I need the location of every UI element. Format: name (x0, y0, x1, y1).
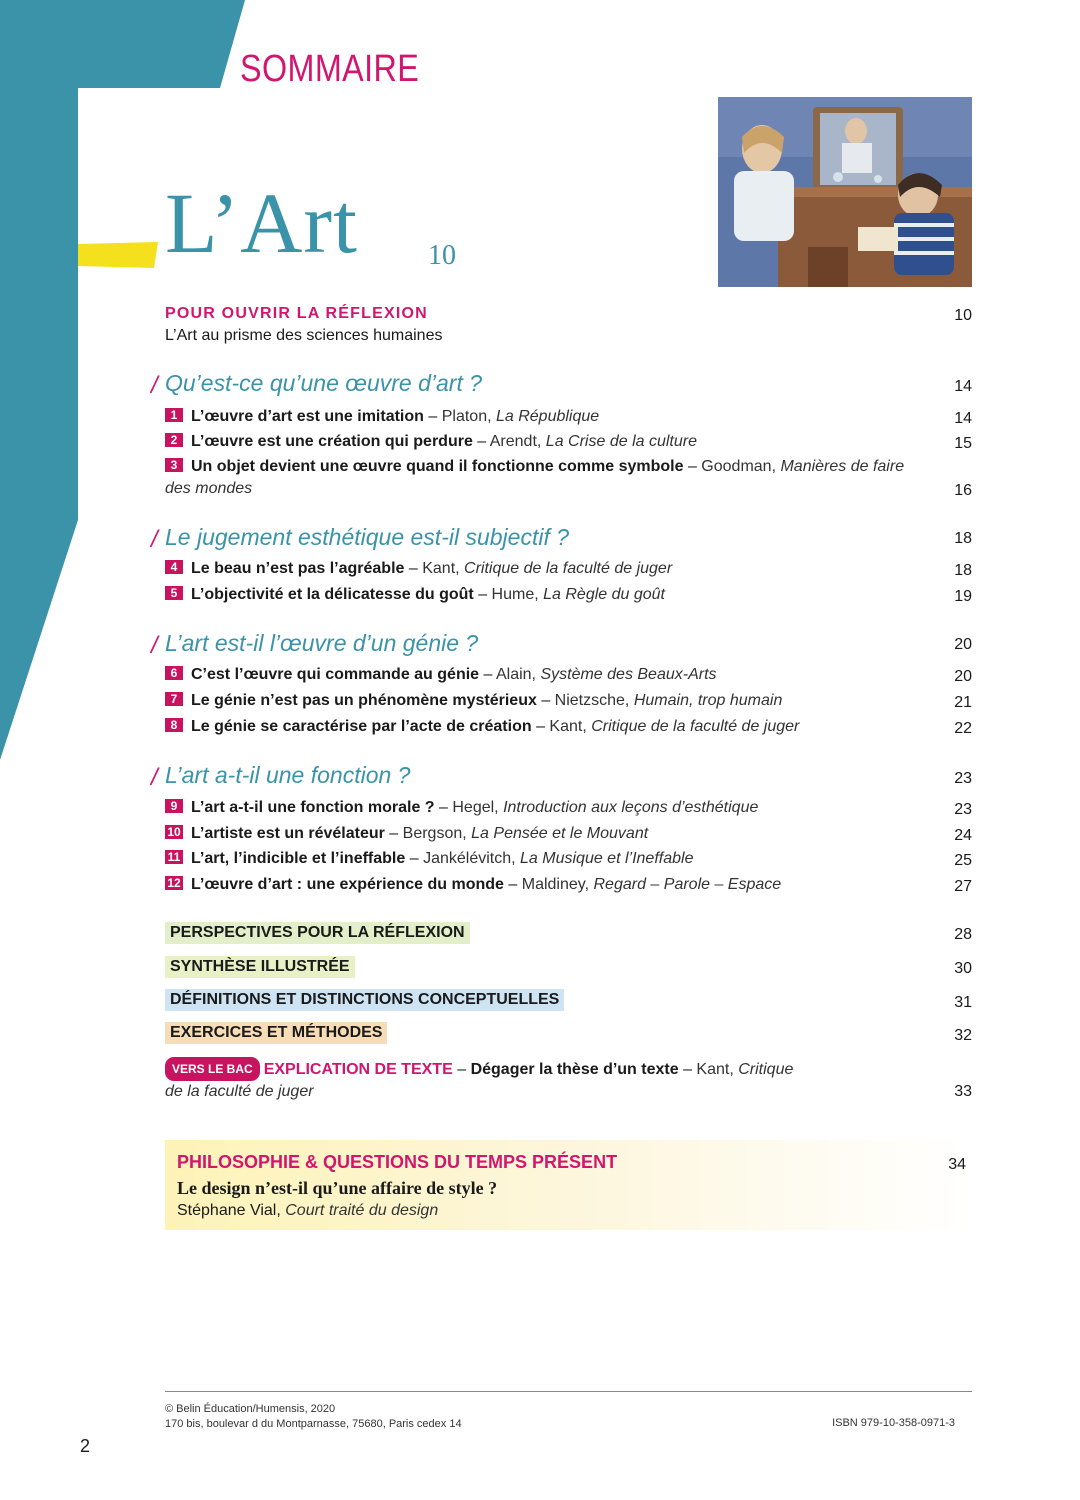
section-page: 23 (954, 770, 972, 787)
extra-label: EXERCICES ET MÉTHODES (165, 1022, 387, 1044)
entry-work: Critique de la faculté de juger (464, 560, 673, 577)
footer-isbn: ISBN 979-10-358-0971-3 (832, 1417, 955, 1429)
entry-number: 8 (165, 718, 183, 732)
entry-work: La République (495, 408, 600, 425)
philo-page: 34 (948, 1156, 966, 1173)
footer-address: 170 bis, boulevar d du Montparnasse, 75680, Paris cedex 14 (165, 1418, 462, 1430)
entry-author: Alain, (495, 666, 536, 683)
philo-work: Court traité du design (285, 1202, 439, 1219)
section-title: Qu’est-ce qu’une œuvre d’art ? (165, 370, 483, 396)
extra-page: 30 (954, 960, 972, 977)
entry-author: Maldiney, (521, 876, 590, 893)
bac-dash: – (457, 1061, 467, 1078)
page-number: 2 (80, 1436, 91, 1456)
entry-work: La Crise de la culture (545, 433, 697, 450)
entry-number: 12 (165, 876, 183, 890)
entry-number: 5 (165, 586, 183, 600)
entry-work: La Règle du goût (543, 586, 665, 603)
philo-box[interactable] (165, 1140, 972, 1230)
philo-label: PHILOSOPHIE & QUESTIONS DU TEMPS PRÉSENT (177, 1152, 618, 1172)
entry-work: Regard – Parole – Espace (593, 876, 782, 893)
entry-page: 24 (954, 827, 972, 844)
slash-icon: / (151, 372, 158, 399)
extra-page: 31 (954, 994, 972, 1011)
extra-synthese[interactable] (165, 956, 972, 978)
entry-author: Goodman, (701, 458, 777, 475)
entry-author: Platon, (441, 408, 492, 425)
entry-page: 23 (954, 801, 972, 818)
toc-entry[interactable]: 5 L’objectivité et la délicatesse du goût – Hume, La Règle du goût 19 (165, 584, 972, 606)
entry-title: Le génie n’est pas un phénomène mystérieux (191, 692, 537, 709)
entry-page: 21 (954, 694, 972, 711)
overture-subtitle: L’Art au prisme des sciences humaines (165, 327, 443, 344)
entry-number: 10 (165, 825, 183, 839)
entry-page: 22 (954, 720, 972, 737)
entry-title: L’œuvre d’art est une imitation (191, 408, 424, 425)
toc-entry[interactable]: 9 L’art a-t-il une fonction morale ? – Hegel, Introduction aux leçons d’esthétique 23 (165, 797, 972, 819)
entry-title: Le génie se caractérise par l’acte de création (191, 718, 532, 735)
entry-title: L’objectivité et la délicatesse du goût (191, 586, 474, 603)
entry-work: La Musique et l’Ineffable (520, 850, 694, 867)
toc-entry[interactable]: 1 L’œuvre d’art est une imitation – Platon, La République 14 (165, 406, 972, 428)
section-1-title-row[interactable] (151, 370, 972, 399)
entry-number: 2 (165, 433, 183, 447)
entry-title: L’art a-t-il une fonction morale ? (191, 799, 435, 816)
entry-author: Nietzsche, (554, 692, 630, 709)
extra-label: DÉFINITIONS ET DISTINCTIONS CONCEPTUELLES (165, 989, 564, 1011)
bac-title: Dégager la thèse d’un texte (470, 1061, 679, 1078)
entry-work: Critique de la faculté de juger (591, 718, 800, 735)
extra-page: 28 (954, 926, 972, 943)
bac-badge: VERS LE BAC (165, 1057, 260, 1081)
section-title: L’art a-t-il une fonction ? (165, 762, 411, 788)
entry-number: 6 (165, 666, 183, 680)
entry-work: Introduction aux leçons d’esthétique (503, 799, 759, 816)
entry-number: 4 (165, 560, 183, 574)
toc-entry[interactable]: 11 L’art, l’indicible et l’ineffable – Jankélévitch, La Musique et l’Ineffable 25 (165, 848, 972, 870)
entry-page: 19 (954, 588, 972, 605)
entry-page: 14 (954, 410, 972, 427)
entry-page: 20 (954, 668, 972, 685)
section-page: 14 (954, 378, 972, 395)
slash-icon: / (151, 632, 158, 659)
entry-number: 3 (165, 458, 183, 472)
philo-author: Stéphane Vial, (177, 1202, 281, 1219)
entry-work: La Pensée et le Mouvant (471, 825, 649, 842)
entry-author: Jankélévitch, (423, 850, 516, 867)
extra-page: 32 (954, 1027, 972, 1044)
toc-entry[interactable]: 8 Le génie se caractérise par l’acte de création – Kant, Critique de la faculté de juger 22 (165, 716, 972, 738)
chapter-page: 10 (428, 240, 456, 271)
toc-entry[interactable]: 12 L’œuvre d’art : une expérience du monde – Maldiney, Regard – Parole – Espace 27 (165, 874, 972, 896)
entry-number: 7 (165, 692, 183, 706)
toc-entry[interactable]: 4 Le beau n’est pas l’agréable – Kant, Critique de la faculté de juger 18 (165, 558, 972, 580)
entry-number: 1 (165, 408, 183, 422)
entry-page: 25 (954, 852, 972, 869)
footer-copyright: © Belin Éducation/Humensis, 2020 (165, 1403, 336, 1415)
entry-title: L’art, l’indicible et l’ineffable (191, 850, 406, 867)
entry-title: Un objet devient une œuvre quand il fonctionne comme symbole (191, 458, 684, 475)
entry-number: 9 (165, 799, 183, 813)
bac-label: EXPLICATION DE TEXTE (263, 1061, 453, 1078)
bac-page: 33 (954, 1083, 972, 1100)
section-4-title-row[interactable] (151, 762, 972, 791)
entry-author: Hegel, (452, 799, 499, 816)
toc-entry[interactable]: 7 Le génie n’est pas un phénomène mystérieux – Nietzsche, Humain, trop humain 21 (165, 690, 972, 712)
yellow-accent-mark (78, 242, 158, 268)
section-title: Le jugement esthétique est-il subjectif ? (165, 524, 570, 550)
entry-work-continued: des mondes (165, 480, 253, 497)
entry-title: L’œuvre est une création qui perdure (191, 433, 473, 450)
entry-author: Arendt, (489, 433, 542, 450)
painting-illustration (718, 97, 972, 287)
entry-author: Hume, (491, 586, 539, 603)
section-2-title-row[interactable] (151, 524, 972, 553)
section-title: L’art est-il l’œuvre d’un génie ? (165, 630, 479, 656)
footer-info (165, 1402, 462, 1432)
entry-work: Système des Beaux-Arts (540, 666, 717, 683)
extra-label: PERSPECTIVES POUR LA RÉFLEXION (165, 922, 470, 944)
extra-perspectives[interactable] (165, 922, 972, 944)
extra-exercices[interactable] (165, 1022, 972, 1044)
section-3-title-row[interactable] (151, 630, 972, 659)
bac-work: Critique (738, 1061, 794, 1078)
bac-entry[interactable]: VERS LE BAC EXPLICATION DE TEXTE – Dégager la thèse d’un texte – Kant, Critique de la faculté de juger 33 (165, 1057, 972, 1103)
entry-page: 18 (954, 562, 972, 579)
footer-divider (165, 1391, 972, 1392)
sommaire-heading: SOMMAIRE (240, 48, 420, 90)
philo-title: Le design n’est-il qu’une affaire de style ? (177, 1178, 498, 1198)
overture-page: 10 (954, 307, 972, 324)
slash-icon: / (151, 526, 158, 553)
entry-title: L’œuvre d’art : une expérience du monde (191, 876, 504, 893)
entry-author: Kant, (422, 560, 460, 577)
section-page: 18 (954, 530, 972, 547)
philo-author-line (177, 1202, 438, 1220)
toc-entry[interactable]: 6 C’est l’œuvre qui commande au génie – Alain, Système des Beaux-Arts 20 (165, 664, 972, 686)
entry-page: 16 (954, 482, 972, 499)
extra-definitions[interactable] (165, 989, 972, 1011)
slash-icon: / (151, 764, 158, 791)
entry-title: L’artiste est un révélateur (191, 825, 385, 842)
entry-title: Le beau n’est pas l’agréable (191, 560, 405, 577)
entry-title: C’est l’œuvre qui commande au génie (191, 666, 480, 683)
section-page: 20 (954, 636, 972, 653)
entry-work: Humain, trop humain (633, 692, 783, 709)
bac-work-continued: de la faculté de juger (165, 1083, 314, 1100)
entry-page: 27 (954, 878, 972, 895)
overture-label: POUR OUVRIR LA RÉFLEXION (165, 305, 428, 322)
extra-label: SYNTHÈSE ILLUSTRÉE (165, 956, 355, 978)
toc-entry[interactable]: 10 L’artiste est un révélateur – Bergson, La Pensée et le Mouvant 24 (165, 823, 972, 845)
chapter-title: L’Art (165, 175, 358, 271)
entry-number: 11 (165, 850, 183, 864)
overture-row[interactable] (165, 305, 972, 345)
entry-author: Kant, (549, 718, 587, 735)
entry-work: Manières de faire (780, 458, 905, 475)
bac-author: Kant, (696, 1061, 734, 1078)
entry-author: Bergson, (402, 825, 467, 842)
entry-page: 15 (954, 435, 972, 452)
toc-entry[interactable]: 2 L’œuvre est une création qui perdure – Arendt, La Crise de la culture 15 (165, 431, 972, 453)
toc-entry[interactable]: 3 Un objet devient une œuvre quand il fonctionne comme symbole – Goodman, Manières de faire des mondes 16 (165, 456, 972, 500)
